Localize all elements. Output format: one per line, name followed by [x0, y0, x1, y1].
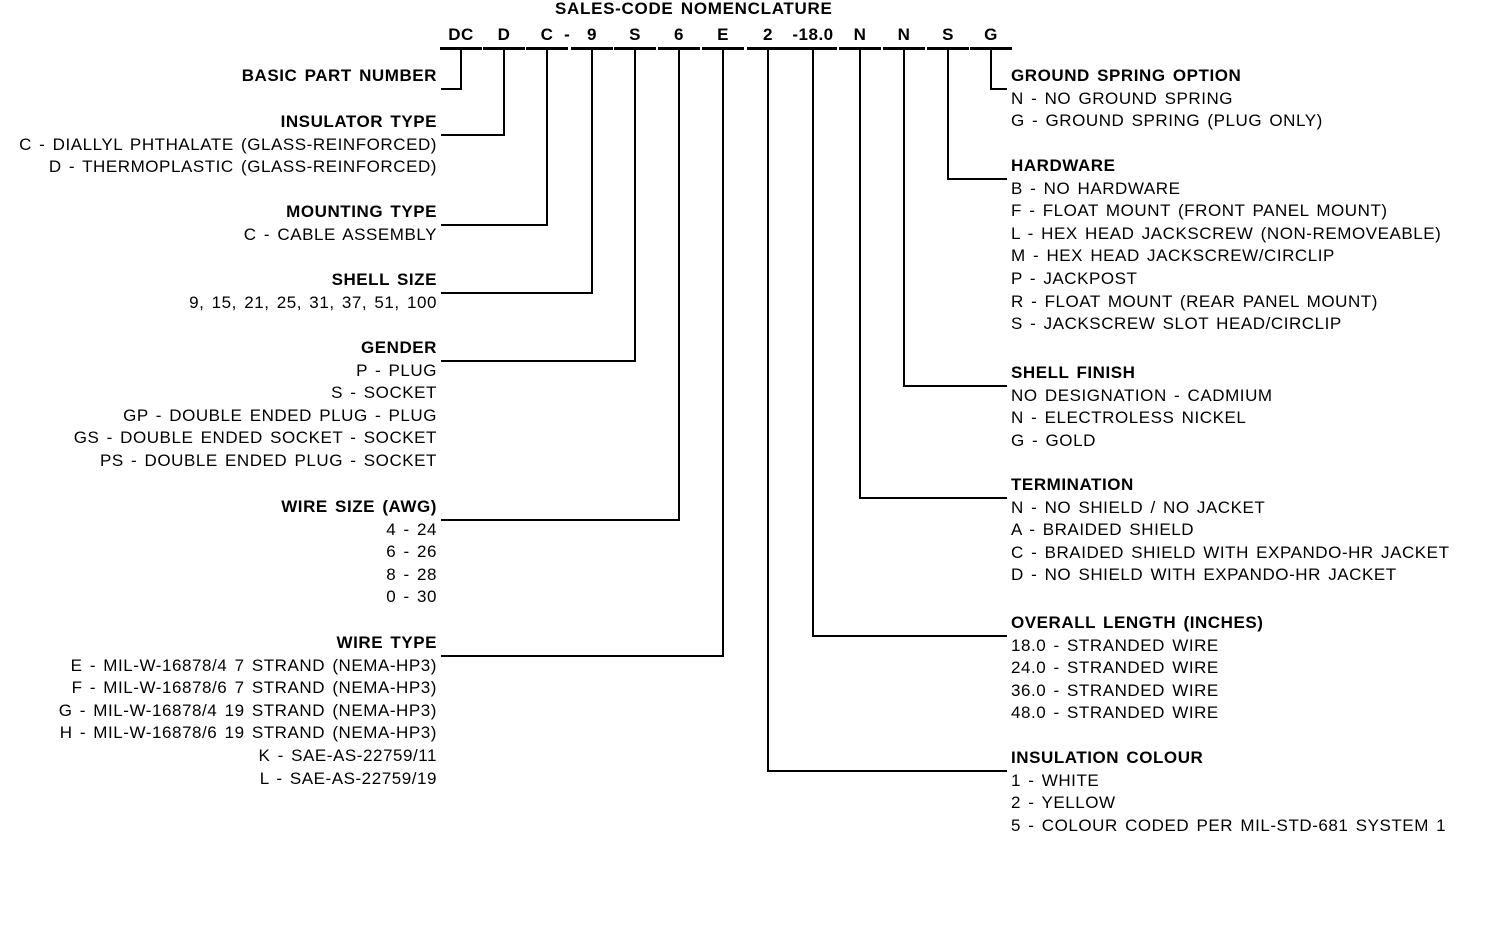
page-title: SALES-CODE NOMENCLATURE: [555, 0, 833, 18]
code-option: N - ELECTROLESS NICKEL: [1011, 408, 1247, 428]
code-option: G - GROUND SPRING (PLUG ONLY): [1011, 111, 1323, 131]
connector-stub-overall-length: [812, 635, 1007, 637]
connector-stub-shell-finish: [903, 385, 1007, 387]
section-title: BASIC PART NUMBER: [241, 66, 437, 85]
code-option: 1 - WHITE: [1011, 770, 1100, 790]
section-title: GENDER: [360, 338, 437, 357]
section-title: WIRE SIZE (AWG): [281, 497, 437, 516]
code-option: A - BRAIDED SHIELD: [1011, 520, 1195, 540]
code-option: PS - DOUBLE ENDED PLUG - SOCKET: [99, 450, 437, 470]
section-shell-size: [189, 269, 437, 314]
connector-vline-insulator-type: [503, 50, 505, 136]
connector-stub-wire-size: [441, 519, 680, 521]
code-segment-wire-type: E: [702, 22, 744, 50]
code-option: E - MIL-W-16878/4 7 STRAND (NEMA-HP3): [70, 655, 437, 675]
code-option: K - SAE-AS-22759/11: [258, 745, 437, 765]
connector-vline-ground-spring: [990, 50, 992, 90]
code-option: P - JACKPOST: [1011, 268, 1138, 288]
section-gender: [74, 337, 437, 473]
code-option: G - GOLD: [1011, 430, 1096, 450]
section-hardware: [1011, 155, 1441, 336]
code-option: R - FLOAT MOUNT (REAR PANEL MOUNT): [1011, 291, 1378, 311]
code-option: 8 - 28: [386, 564, 437, 584]
section-title: OVERALL LENGTH (INCHES): [1011, 613, 1264, 632]
connector-vline-wire-size: [678, 50, 680, 521]
connector-stub-termination: [859, 497, 1007, 499]
code-segment-insulator-type: D: [483, 22, 525, 50]
connector-vline-hardware: [947, 50, 949, 180]
code-option: S - SOCKET: [331, 383, 437, 403]
connector-stub-wire-type: [441, 655, 724, 657]
connector-vline-wire-type: [722, 50, 724, 657]
code-option: P - PLUG: [356, 360, 437, 380]
code-option: 4 - 24: [386, 519, 437, 539]
section-title: SHELL SIZE: [331, 270, 437, 289]
section-overall-length: [1011, 612, 1263, 725]
section-termination: [1011, 474, 1450, 587]
code-option: L - SAE-AS-22759/19: [259, 768, 437, 788]
code-option: C - DIALLYL PHTHALATE (GLASS-REINFORCED): [19, 134, 437, 154]
code-segment-termination: N: [839, 22, 881, 50]
section-ground-spring-option: [1011, 65, 1323, 133]
code-option: G - MIL-W-16878/4 19 STRAND (NEMA-HP3): [58, 700, 437, 720]
section-title: INSULATION COLOUR: [1011, 748, 1204, 767]
code-option: 5 - COLOUR CODED PER MIL-STD-681 SYSTEM 1: [1011, 815, 1447, 835]
connector-vline-basic-part-number: [460, 50, 462, 90]
code-option: 36.0 - STRANDED WIRE: [1011, 680, 1219, 700]
connector-vline-shell-finish: [903, 50, 905, 387]
code-segment-hardware: S: [927, 22, 969, 50]
code-segment-shell-size: 9: [571, 22, 613, 50]
code-option: 24.0 - STRANDED WIRE: [1011, 658, 1219, 678]
section-title: INSULATOR TYPE: [280, 112, 437, 131]
code-option: F - FLOAT MOUNT (FRONT PANEL MOUNT): [1011, 201, 1388, 221]
code-option: C - BRAIDED SHIELD WITH EXPANDO-HR JACKET: [1011, 542, 1450, 562]
code-segment-basic-part-number: DC: [440, 22, 482, 50]
connector-stub-shell-size: [441, 292, 593, 294]
code-option: B - NO HARDWARE: [1011, 178, 1181, 198]
section-title: GROUND SPRING OPTION: [1011, 66, 1242, 85]
section-insulation-colour: [1011, 747, 1446, 837]
connector-vline-gender: [634, 50, 636, 362]
section-basic-part-number: [242, 65, 437, 88]
code-option: 2 - YELLOW: [1011, 793, 1116, 813]
code-option: L - HEX HEAD JACKSCREW (NON-REMOVEABLE): [1011, 223, 1442, 243]
connector-stub-ground-spring: [990, 88, 1007, 90]
section-title: SHELL FINISH: [1011, 363, 1136, 382]
code-option: 9, 15, 21, 25, 31, 37, 51, 100: [189, 292, 437, 312]
connector-stub-hardware: [947, 178, 1007, 180]
code-option: 48.0 - STRANDED WIRE: [1011, 703, 1219, 723]
connector-stub-mounting-type: [441, 224, 548, 226]
section-wire-type: [59, 632, 437, 790]
code-option: 6 - 26: [386, 542, 437, 562]
section-title: TERMINATION: [1011, 475, 1134, 494]
connector-stub-insulation-colour: [767, 770, 1007, 772]
code-segment-ground-spring: G: [970, 22, 1012, 50]
code-option: H - MIL-W-16878/6 19 STRAND (NEMA-HP3): [59, 723, 437, 743]
code-segment-gender: S: [614, 22, 656, 50]
section-title: MOUNTING TYPE: [286, 202, 437, 221]
section-mounting-type: [244, 201, 437, 246]
section-shell-finish: [1011, 362, 1273, 452]
connector-vline-shell-size: [591, 50, 593, 294]
section-insulator-type: [19, 111, 437, 179]
code-option: C - CABLE ASSEMBLY: [243, 224, 437, 244]
code-segment-mounting-type: C: [526, 22, 568, 50]
code-option: NO DESIGNATION - CADMIUM: [1011, 385, 1273, 405]
connector-stub-gender: [441, 360, 636, 362]
connector-vline-overall-length: [812, 50, 814, 637]
code-segment-wire-size: 6: [658, 22, 700, 50]
code-segment-insulation-colour: 2: [747, 22, 789, 50]
code-option: GP - DOUBLE ENDED PLUG - PLUG: [123, 405, 437, 425]
code-segment-overall-length: -18.0: [789, 22, 837, 50]
section-title: WIRE TYPE: [336, 633, 437, 652]
section-title: HARDWARE: [1011, 156, 1116, 175]
code-option: S - JACKSCREW SLOT HEAD/CIRCLIP: [1011, 314, 1342, 334]
code-option: D - THERMOPLASTIC (GLASS-REINFORCED): [48, 157, 437, 177]
code-option: D - NO SHIELD WITH EXPANDO-HR JACKET: [1011, 565, 1397, 585]
code-option: 18.0 - STRANDED WIRE: [1011, 635, 1219, 655]
code-option: N - NO SHIELD / NO JACKET: [1011, 497, 1266, 517]
code-option: 0 - 30: [386, 587, 437, 607]
code-option: N - NO GROUND SPRING: [1011, 88, 1234, 108]
section-wire-size: [281, 496, 437, 609]
code-option: GS - DOUBLE ENDED SOCKET - SOCKET: [73, 428, 437, 448]
connector-vline-termination: [859, 50, 861, 499]
connector-stub-insulator-type: [441, 134, 505, 136]
code-option: M - HEX HEAD JACKSCREW/CIRCLIP: [1011, 246, 1335, 266]
code-separator-dash: -: [564, 25, 570, 44]
code-segment-shell-finish: N: [883, 22, 925, 50]
connector-vline-mounting-type: [546, 50, 548, 226]
code-option: F - MIL-W-16878/6 7 STRAND (NEMA-HP3): [71, 678, 437, 698]
connector-stub-basic-part-number: [441, 88, 462, 90]
connector-vline-insulation-colour: [767, 50, 769, 772]
